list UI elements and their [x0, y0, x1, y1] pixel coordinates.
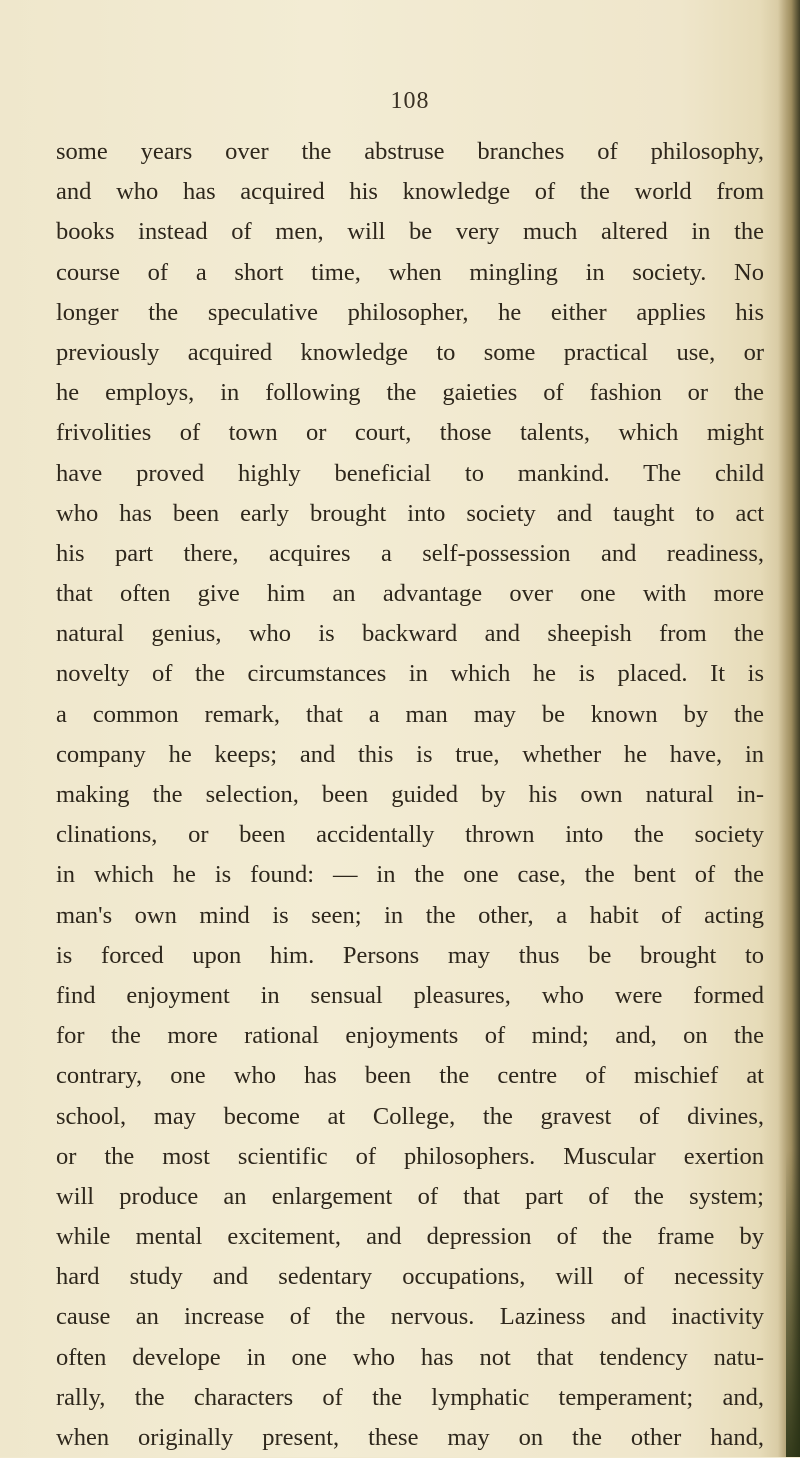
text-line: in which he is found: — in the one case, the bent of the [56, 861, 764, 889]
text-line: previously acquired knowledge to some practical use, or [56, 338, 764, 366]
text-line: natural genius, who is backward and sheepish from the [56, 620, 764, 648]
page-edge-dark [786, 1150, 800, 1457]
text-line: who has been early brought into society and taught to act [56, 499, 764, 527]
page-number: 108 [390, 88, 430, 114]
text-line: novelty of the circumstances in which he is placed. It is [56, 660, 764, 688]
text-line: company he keeps; and this is true, whether he have, in [56, 740, 764, 768]
text-line: he employs, in following the gaieties of fashion or the [56, 379, 764, 407]
text-line: contrary, one who has been the centre of mischief at [56, 1062, 764, 1090]
text-line: hard study and sedentary occupations, will of necessity [56, 1263, 764, 1291]
text-line: books instead of men, will be very much altered in the [56, 218, 764, 246]
text-line: when originally present, these may on the other hand, [56, 1424, 764, 1451]
text-line: clinations, or been accidentally thrown into the society [56, 821, 764, 849]
text-line: longer the speculative philosopher, he either applies his [56, 298, 764, 326]
text-line: frivolities of town or court, those talents, which might [56, 419, 764, 447]
text-line: cause an increase of the nervous. Laziness and inactivity [56, 1303, 764, 1331]
text-line: will produce an enlargement of that part of the system; [56, 1182, 764, 1210]
text-line: some years over the abstruse branches of philosophy, [56, 138, 764, 165]
text-line: that often give him an advantage over one with more [56, 580, 764, 608]
text-line: making the selection, been guided by his own natural in- [56, 781, 764, 808]
text-line: often develope in one who has not that tendency natu- [56, 1343, 764, 1371]
text-line: for the more rational enjoyments of mind; and, on the [56, 1022, 764, 1050]
text-line: a common remark, that a man may be known by the [56, 700, 764, 728]
text-line: his part there, acquires a self-possession and readiness, [56, 539, 764, 567]
text-line: is forced upon him. Persons may thus be brought to [56, 941, 764, 969]
text-line: while mental excitement, and depression of the frame by [56, 1223, 764, 1251]
text-line: and who has acquired his knowledge of the world from [56, 178, 764, 206]
text-line: or the most scientific of philosophers. Muscular exertion [56, 1142, 764, 1170]
text-line: find enjoyment in sensual pleasures, who were formed [56, 981, 764, 1009]
text-line: rally, the characters of the lymphatic temperament; and, [56, 1383, 764, 1411]
body-text [56, 132, 764, 1458]
text-line: man's own mind is seen; in the other, a habit of acting [56, 901, 764, 929]
text-line: have proved highly beneficial to mankind. The child [56, 459, 764, 487]
text-line: course of a short time, when mingling in society. No [56, 258, 764, 286]
text-line: school, may become at College, the gravest of divines, [56, 1102, 764, 1130]
